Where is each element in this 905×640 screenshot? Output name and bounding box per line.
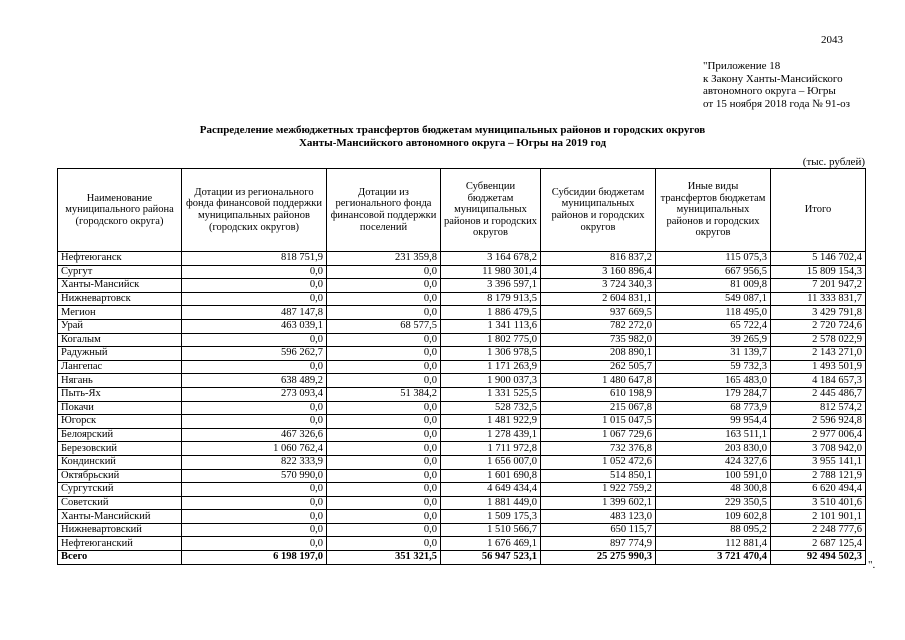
- cell-other-transfers: 100 591,0: [656, 469, 771, 483]
- cell-subventions: 4 649 434,4: [441, 483, 541, 497]
- table-row: [58, 387, 866, 401]
- cell-dotations-settlements: 351 321,5: [327, 551, 441, 565]
- cell-name: Пыть-Ях: [58, 387, 182, 401]
- cell-dotations-settlements: 0,0: [327, 306, 441, 320]
- table-body: [58, 252, 866, 565]
- cell-subventions: 11 980 301,4: [441, 265, 541, 279]
- cell-name: Всего: [58, 551, 182, 565]
- cell-name: Сургут: [58, 265, 182, 279]
- cell-dotations-districts: 0,0: [182, 401, 327, 415]
- cell-total: 11 333 831,7: [771, 292, 866, 306]
- cell-total: 2 143 271,0: [771, 347, 866, 361]
- cell-dotations-settlements: 0,0: [327, 496, 441, 510]
- cell-name: Сургутский: [58, 483, 182, 497]
- cell-subventions: 1 278 439,1: [441, 428, 541, 442]
- cell-dotations-districts: 0,0: [182, 510, 327, 524]
- cell-subsidies: 782 272,0: [541, 319, 656, 333]
- cell-subsidies: 650 115,7: [541, 523, 656, 537]
- cell-dotations-settlements: 0,0: [327, 292, 441, 306]
- cell-dotations-districts: 818 751,9: [182, 252, 327, 266]
- cell-dotations-settlements: 0,0: [327, 415, 441, 429]
- cell-other-transfers: 81 009,8: [656, 279, 771, 293]
- cell-name: Нягань: [58, 374, 182, 388]
- cell-dotations-districts: 570 990,0: [182, 469, 327, 483]
- cell-dotations-settlements: 51 384,2: [327, 387, 441, 401]
- cell-subsidies: 897 774,9: [541, 537, 656, 551]
- cell-dotations-settlements: 0,0: [327, 374, 441, 388]
- cell-name: Нефтеюганск: [58, 252, 182, 266]
- cell-total: 2 248 777,6: [771, 523, 866, 537]
- cell-other-transfers: 68 773,9: [656, 401, 771, 415]
- cell-dotations-districts: 0,0: [182, 292, 327, 306]
- cell-total: 2 720 724,6: [771, 319, 866, 333]
- cell-subventions: 1 509 175,3: [441, 510, 541, 524]
- cell-dotations-districts: 0,0: [182, 279, 327, 293]
- cell-dotations-districts: 6 198 197,0: [182, 551, 327, 565]
- cell-total: 812 574,2: [771, 401, 866, 415]
- table-row: [58, 360, 866, 374]
- cell-name: Советский: [58, 496, 182, 510]
- table-row: [58, 523, 866, 537]
- cell-dotations-districts: 467 326,6: [182, 428, 327, 442]
- title-line: Ханты-Мансийского автономного округа – Югры на 2019 год: [298, 136, 607, 149]
- cell-name: Радужный: [58, 347, 182, 361]
- cell-name: Мегион: [58, 306, 182, 320]
- table-row: [58, 279, 866, 293]
- cell-dotations-settlements: 0,0: [327, 510, 441, 524]
- cell-total: 3 708 942,0: [771, 442, 866, 456]
- table-row: [58, 401, 866, 415]
- cell-dotations-districts: 638 489,2: [182, 374, 327, 388]
- cell-subventions: 528 732,5: [441, 401, 541, 415]
- table-row: [58, 455, 866, 469]
- cell-subsidies: 215 067,8: [541, 401, 656, 415]
- column-header-subsidies: Субсидии бюджетам муниципальных районов и городских округов: [541, 169, 656, 252]
- cell-total: 15 809 154,3: [771, 265, 866, 279]
- table-row: [58, 347, 866, 361]
- cell-subsidies: 208 890,1: [541, 347, 656, 361]
- cell-name: Нефтеюганский: [58, 537, 182, 551]
- cell-dotations-settlements: 0,0: [327, 279, 441, 293]
- cell-name: Покачи: [58, 401, 182, 415]
- cell-name: Ханты-Мансийск: [58, 279, 182, 293]
- cell-subsidies: 732 376,8: [541, 442, 656, 456]
- cell-name: Нижневартовск: [58, 292, 182, 306]
- cell-name: Когалым: [58, 333, 182, 347]
- cell-name: Нижневартовский: [58, 523, 182, 537]
- cell-dotations-settlements: 68 577,5: [327, 319, 441, 333]
- table-row: [58, 415, 866, 429]
- cell-name: Югорск: [58, 415, 182, 429]
- cell-name: Кондинский: [58, 455, 182, 469]
- page-number: 2043: [821, 34, 843, 46]
- cell-subsidies: 1 399 602,1: [541, 496, 656, 510]
- cell-total: 2 788 121,9: [771, 469, 866, 483]
- table-row: [58, 265, 866, 279]
- cell-total: 6 620 494,4: [771, 483, 866, 497]
- cell-subsidies: 483 123,0: [541, 510, 656, 524]
- column-header-other-transfers: Иные виды трансфертов бюджетам муниципальных районов и городских округов: [656, 169, 771, 252]
- cell-other-transfers: 3 721 470,4: [656, 551, 771, 565]
- cell-other-transfers: 88 095,2: [656, 523, 771, 537]
- cell-dotations-districts: 487 147,8: [182, 306, 327, 320]
- cell-total: 3 955 141,1: [771, 455, 866, 469]
- cell-subsidies: 3 160 896,4: [541, 265, 656, 279]
- cell-other-transfers: 112 881,4: [656, 537, 771, 551]
- table-row: [58, 469, 866, 483]
- cell-subsidies: 1 480 647,8: [541, 374, 656, 388]
- cell-other-transfers: 109 602,8: [656, 510, 771, 524]
- cell-subsidies: 816 837,2: [541, 252, 656, 266]
- cell-dotations-districts: 596 262,7: [182, 347, 327, 361]
- document-title: [0, 124, 905, 149]
- cell-dotations-settlements: 0,0: [327, 523, 441, 537]
- table-header: [58, 169, 866, 252]
- cell-subventions: 1 802 775,0: [441, 333, 541, 347]
- cell-other-transfers: 118 495,0: [656, 306, 771, 320]
- cell-subsidies: 25 275 990,3: [541, 551, 656, 565]
- column-header-dotations-districts: Дотации из регионального фонда финансовой поддержки муниципальных районов (городских округов): [182, 169, 327, 252]
- transfers-table: [57, 168, 866, 565]
- cell-subventions: 3 396 597,1: [441, 279, 541, 293]
- cell-total: 92 494 502,3: [771, 551, 866, 565]
- cell-subsidies: 735 982,0: [541, 333, 656, 347]
- cell-subventions: 1 656 007,0: [441, 455, 541, 469]
- cell-dotations-districts: 0,0: [182, 483, 327, 497]
- table-row: [58, 510, 866, 524]
- cell-other-transfers: 163 511,1: [656, 428, 771, 442]
- cell-dotations-districts: 273 093,4: [182, 387, 327, 401]
- cell-subsidies: 514 850,1: [541, 469, 656, 483]
- table-row: [58, 374, 866, 388]
- cell-dotations-settlements: 0,0: [327, 483, 441, 497]
- cell-other-transfers: 48 300,8: [656, 483, 771, 497]
- cell-subventions: 1 510 566,7: [441, 523, 541, 537]
- appendix-line: от 15 ноября 2018 года № 91-оз: [703, 97, 850, 110]
- cell-dotations-settlements: 0,0: [327, 401, 441, 415]
- cell-total: 2 596 924,8: [771, 415, 866, 429]
- cell-dotations-districts: 0,0: [182, 523, 327, 537]
- cell-name: Лангепас: [58, 360, 182, 374]
- table-row: [58, 428, 866, 442]
- column-header-total: Итого: [771, 169, 866, 252]
- cell-dotations-settlements: 0,0: [327, 360, 441, 374]
- cell-name: Ханты-Мансийский: [58, 510, 182, 524]
- cell-subsidies: 2 604 831,1: [541, 292, 656, 306]
- cell-other-transfers: 59 732,3: [656, 360, 771, 374]
- cell-total: 2 445 486,7: [771, 387, 866, 401]
- cell-subsidies: 610 198,9: [541, 387, 656, 401]
- cell-subsidies: 3 724 340,3: [541, 279, 656, 293]
- cell-subventions: 1 900 037,3: [441, 374, 541, 388]
- cell-dotations-districts: 0,0: [182, 360, 327, 374]
- table-row: [58, 306, 866, 320]
- cell-subventions: 8 179 913,5: [441, 292, 541, 306]
- cell-total: 1 493 501,9: [771, 360, 866, 374]
- cell-subsidies: 1 015 047,5: [541, 415, 656, 429]
- table-row: [58, 537, 866, 551]
- cell-dotations-districts: 0,0: [182, 496, 327, 510]
- cell-other-transfers: 39 265,9: [656, 333, 771, 347]
- cell-other-transfers: 203 830,0: [656, 442, 771, 456]
- cell-total: 2 977 006,4: [771, 428, 866, 442]
- table-row: [58, 252, 866, 266]
- cell-dotations-districts: 1 060 762,4: [182, 442, 327, 456]
- cell-total: 7 201 947,2: [771, 279, 866, 293]
- cell-subventions: 1 711 972,8: [441, 442, 541, 456]
- cell-dotations-districts: 0,0: [182, 333, 327, 347]
- table-row: [58, 496, 866, 510]
- cell-dotations-settlements: 0,0: [327, 455, 441, 469]
- appendix-header: [703, 60, 850, 110]
- table-row: [58, 483, 866, 497]
- cell-dotations-settlements: 0,0: [327, 333, 441, 347]
- cell-name: Березовский: [58, 442, 182, 456]
- column-header-dotations-settlements: Дотации из регионального фонда финансовой поддержки поселений: [327, 169, 441, 252]
- cell-dotations-districts: 822 333,9: [182, 455, 327, 469]
- cell-total: 4 184 657,3: [771, 374, 866, 388]
- column-header-subventions: Субвенции бюджетам муниципальных районов и городских округов: [441, 169, 541, 252]
- cell-dotations-settlements: 0,0: [327, 537, 441, 551]
- cell-total: 2 687 125,4: [771, 537, 866, 551]
- cell-dotations-settlements: 0,0: [327, 428, 441, 442]
- cell-total: 3 510 401,6: [771, 496, 866, 510]
- cell-subventions: 1 331 525,5: [441, 387, 541, 401]
- appendix-line: автономного округа – Югры: [703, 85, 836, 97]
- cell-dotations-districts: 0,0: [182, 415, 327, 429]
- title-line: Распределение межбюджетных трансфертов бюджетам муниципальных районов и городских округов: [199, 124, 706, 136]
- cell-other-transfers: 229 350,5: [656, 496, 771, 510]
- cell-other-transfers: 179 284,7: [656, 387, 771, 401]
- appendix-line: "Приложение 18: [703, 60, 781, 72]
- cell-subventions: 3 164 678,2: [441, 252, 541, 266]
- cell-total: 3 429 791,8: [771, 306, 866, 320]
- cell-name: Октябрьский: [58, 469, 182, 483]
- cell-other-transfers: 549 087,1: [656, 292, 771, 306]
- cell-other-transfers: 165 483,0: [656, 374, 771, 388]
- total-row: [58, 551, 866, 565]
- cell-subventions: 1 881 449,0: [441, 496, 541, 510]
- cell-name: Урай: [58, 319, 182, 333]
- cell-other-transfers: 65 722,4: [656, 319, 771, 333]
- cell-subsidies: 937 669,5: [541, 306, 656, 320]
- cell-subsidies: 262 505,7: [541, 360, 656, 374]
- cell-subsidies: 1 052 472,6: [541, 455, 656, 469]
- units-label: (тыс. рублей): [802, 156, 865, 168]
- cell-dotations-settlements: 0,0: [327, 469, 441, 483]
- cell-subventions: 56 947 523,1: [441, 551, 541, 565]
- cell-dotations-districts: 0,0: [182, 265, 327, 279]
- cell-subventions: 1 676 469,1: [441, 537, 541, 551]
- cell-dotations-districts: 463 039,1: [182, 319, 327, 333]
- cell-total: 5 146 702,4: [771, 252, 866, 266]
- cell-total: 2 101 901,1: [771, 510, 866, 524]
- cell-total: 2 578 022,9: [771, 333, 866, 347]
- cell-subventions: 1 481 922,9: [441, 415, 541, 429]
- cell-name: Белоярский: [58, 428, 182, 442]
- cell-subventions: 1 341 113,6: [441, 319, 541, 333]
- cell-dotations-settlements: 231 359,8: [327, 252, 441, 266]
- cell-other-transfers: 424 327,6: [656, 455, 771, 469]
- table-row: [58, 292, 866, 306]
- cell-dotations-districts: 0,0: [182, 537, 327, 551]
- column-header-name: Наименование муниципального района (городского округа): [58, 169, 182, 252]
- table-row: [58, 333, 866, 347]
- cell-other-transfers: 115 075,3: [656, 252, 771, 266]
- closing-quote: ".: [868, 559, 876, 571]
- cell-dotations-settlements: 0,0: [327, 442, 441, 456]
- table-row: [58, 319, 866, 333]
- cell-subventions: 1 886 479,5: [441, 306, 541, 320]
- cell-dotations-settlements: 0,0: [327, 347, 441, 361]
- cell-subventions: 1 306 978,5: [441, 347, 541, 361]
- table-row: [58, 442, 866, 456]
- cell-other-transfers: 31 139,7: [656, 347, 771, 361]
- cell-subventions: 1 601 690,8: [441, 469, 541, 483]
- cell-other-transfers: 667 956,5: [656, 265, 771, 279]
- cell-dotations-settlements: 0,0: [327, 265, 441, 279]
- cell-subsidies: 1 922 759,2: [541, 483, 656, 497]
- appendix-line: к Закону Ханты-Мансийского: [703, 72, 843, 85]
- cell-subsidies: 1 067 729,6: [541, 428, 656, 442]
- cell-subventions: 1 171 263,9: [441, 360, 541, 374]
- cell-other-transfers: 99 954,4: [656, 415, 771, 429]
